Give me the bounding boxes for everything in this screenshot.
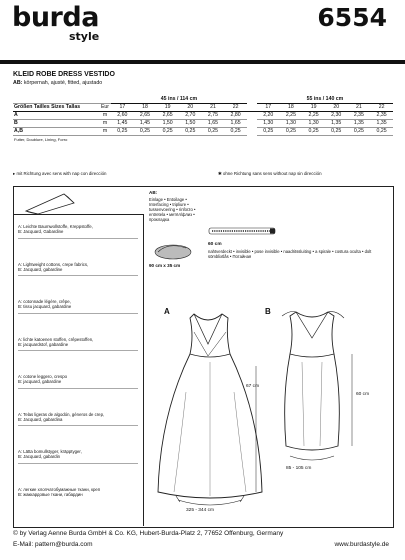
fabric-item	[18, 449, 138, 464]
fabric-item	[18, 337, 138, 352]
size-55-5: 22	[370, 104, 393, 112]
fabric-b: B: Jacquard, Gabardine	[18, 229, 64, 235]
zip-size: 60 cm	[208, 242, 222, 247]
size-45-2: 19	[156, 104, 179, 112]
size-55-2: 19	[302, 104, 325, 112]
gap	[247, 120, 257, 128]
divider	[18, 349, 138, 351]
eur-label: Eur	[100, 104, 110, 110]
yardage-cell: 2,25	[280, 112, 303, 120]
legend-with-nap: ▸ mit Richtung avec sens with nap con dirección	[13, 171, 107, 176]
width-55-header: 55 ins / 140 cm	[257, 96, 393, 104]
size-45-4: 21	[202, 104, 225, 112]
yardage-cell: 0,25	[348, 128, 371, 136]
divider	[18, 462, 138, 464]
table-row	[13, 120, 393, 128]
yardage-cell: 0,25	[302, 128, 325, 136]
fabric-b: B: jacquardstof, gabardine	[18, 341, 69, 347]
yardage-cell: 0,25	[134, 128, 157, 136]
fabric-a: A: lichte katoenen stoffen, crêpestoffen,	[18, 336, 94, 342]
fabric-a: A: Lätta bomullstyger, kräpptyger,	[18, 449, 82, 454]
dress-a-length: 67 cm	[246, 384, 260, 389]
fabric-a: A: Telas ligeras de algodón, géneros de crep,	[18, 411, 105, 417]
fabric-b: B: Jacquard, gabardin	[18, 454, 61, 460]
yardage-cell: 0,25	[156, 128, 179, 136]
width-45-header: 45 ins / 114 cm	[111, 96, 247, 104]
yardage-cell: 0,25	[257, 128, 280, 136]
panel-divider	[143, 214, 144, 526]
yardage-cell: 0,25	[111, 128, 134, 136]
notions-head: AB:	[149, 190, 158, 195]
yardage-cell: 0,25	[179, 128, 202, 136]
size-45-0: 17	[111, 104, 134, 112]
table-row	[13, 112, 393, 120]
row-unit: m	[99, 112, 111, 120]
size-45-3: 20	[179, 104, 202, 112]
fabric-item	[18, 262, 138, 277]
yardage-cell: 2,25	[302, 112, 325, 120]
yardage-cell: 1,65	[202, 120, 225, 128]
fabric-item	[18, 374, 138, 389]
yardage-cell: 0,25	[224, 128, 247, 136]
yardage-cell: 1,45	[134, 120, 157, 128]
fabric-item	[18, 299, 138, 314]
fabric-a: A: Lightweight cottons, crepe fabrics,	[18, 261, 89, 267]
lining-note: Futter, Doublure, Lining, Forro	[14, 137, 68, 142]
garment-subtitle	[13, 80, 102, 86]
pattern-number: 6554	[317, 3, 387, 32]
size-55-4: 21	[348, 104, 371, 112]
gap	[247, 104, 257, 112]
yardage-cell: 2,20	[257, 112, 280, 120]
footer-copyright: © by Verlag Aenne Burda GmbH & Co. KG, Hubert-Burda-Platz 2, 77652 Offenburg, Germany	[13, 530, 284, 537]
fabric-b: B: жаккардовые ткани, габардин	[18, 491, 83, 497]
row-label: A,B	[13, 128, 99, 136]
brand-sub: style	[69, 30, 100, 43]
yardage-cell: 0,25	[280, 128, 303, 136]
header-rule	[0, 60, 405, 64]
row-label: A	[13, 112, 99, 120]
yardage-cell: 1,30	[257, 120, 280, 128]
yardage-cell: 2,35	[370, 112, 393, 120]
view-a-label: A	[164, 307, 170, 316]
yardage-table	[13, 96, 393, 143]
divider	[18, 274, 138, 276]
fabric-b: B: Jacquard, gabardine	[18, 266, 63, 272]
legend-without-nap-text: ohne Richtung sans sens without nap sin dirección	[222, 171, 322, 176]
yardage-cell: 1,50	[179, 120, 202, 128]
row-unit: m	[99, 120, 111, 128]
yardage-cell: 2,65	[134, 112, 157, 120]
yardage-cell: 2,70	[179, 112, 202, 120]
zip-text: nahtverdeckt • invisible • pose invisible • naadritssluiting • a spirale • costura oculta • dolt sömblixtlås • Потайная	[208, 249, 372, 259]
yardage-cell: 1,35	[370, 120, 393, 128]
dress-a-drawing	[150, 296, 268, 522]
footer-web[interactable]: www.burdastyle.de	[334, 541, 389, 548]
size-55-1: 18	[280, 104, 303, 112]
fabric-item	[18, 487, 138, 498]
legend-with-nap-text: mit Richtung avec sens with nap con dirección	[16, 171, 107, 176]
size-label: Größen Tailles Sizes Tallas	[13, 104, 99, 112]
dress-b-hem: 85 - 105 cm	[286, 466, 312, 471]
fabric-a: A: Leichte Baumwollstoffe, Kreppstoffe,	[18, 224, 93, 229]
yardage-cell: 1,50	[156, 120, 179, 128]
size-55-3: 20	[325, 104, 348, 112]
row-label: B	[13, 120, 99, 128]
fabric-a: A: cotone leggero, crespo	[18, 374, 67, 379]
fabric-item	[18, 412, 138, 427]
size-45-5: 22	[224, 104, 247, 112]
interfacing-size: 90 cm x 35 cm	[149, 263, 181, 268]
interfacing-icon	[152, 240, 194, 262]
gap	[247, 128, 257, 136]
fabric-a: A: легкие хлопчатобумажные ткани, креп	[18, 486, 101, 492]
row-unit: m	[99, 128, 111, 136]
divider	[18, 237, 138, 239]
yardage-cell: 0,25	[202, 128, 225, 136]
yardage-cell: 1,65	[224, 120, 247, 128]
yardage-cell: 2,30	[325, 112, 348, 120]
fabric-b: B: tissu jacquard, gabardine	[18, 304, 72, 310]
divider	[18, 424, 138, 426]
divider	[18, 387, 138, 389]
subtitle-text: körpernah, ajusté, fitted, ajustado	[22, 80, 103, 86]
legend-without-nap: ✱ ohne Richtung sans sens without nap sin dirección	[218, 171, 322, 176]
divider	[18, 312, 138, 314]
fabric-swatch-icon	[24, 191, 76, 215]
yardage-cell: 2,80	[224, 112, 247, 120]
fabric-item	[18, 224, 138, 239]
yardage-cell: 2,75	[202, 112, 225, 120]
fabric-b: B: jacquard, gabardine	[18, 379, 62, 385]
yardage-cell: 1,35	[348, 120, 371, 128]
yardage-cell: 1,30	[302, 120, 325, 128]
yardage-cell: 2,35	[348, 112, 371, 120]
brand-logo: burda	[12, 2, 99, 33]
dress-a-hem: 325 - 344 cm	[186, 508, 214, 513]
subtitle-prefix: AB:	[13, 80, 23, 86]
fabric-b: B: Jacquard, gabardina	[18, 416, 63, 422]
yardage-cell: 1,30	[280, 120, 303, 128]
footer-email[interactable]: E-Mail: pattern@burda.com	[13, 541, 93, 548]
size-45-1: 18	[134, 104, 157, 112]
interfacing-text: Einlage • Entoilage • Interfacing • tripliure • tussenvoering • rinforzo • entretela • метёл/флиз • прокладка	[149, 197, 196, 222]
table-row	[13, 128, 393, 136]
yardage-cell: 1,35	[325, 120, 348, 128]
dress-b-drawing	[272, 296, 362, 486]
size-55-0: 17	[257, 104, 280, 112]
yardage-cell: 0,25	[370, 128, 393, 136]
yardage-cell: 2,65	[156, 112, 179, 120]
dress-b-length: 60 cm	[356, 392, 370, 397]
zipper-icon	[208, 226, 278, 236]
yardage-cell: 2,60	[111, 112, 134, 120]
yardage-cell: 1,45	[111, 120, 134, 128]
view-b-label: B	[265, 307, 271, 316]
gap	[247, 112, 257, 120]
fabric-a: A: cotonnade légère, crêpe,	[18, 299, 71, 304]
yardage-cell: 0,25	[325, 128, 348, 136]
garment-title: KLEID ROBE DRESS VESTIDO	[13, 71, 115, 78]
